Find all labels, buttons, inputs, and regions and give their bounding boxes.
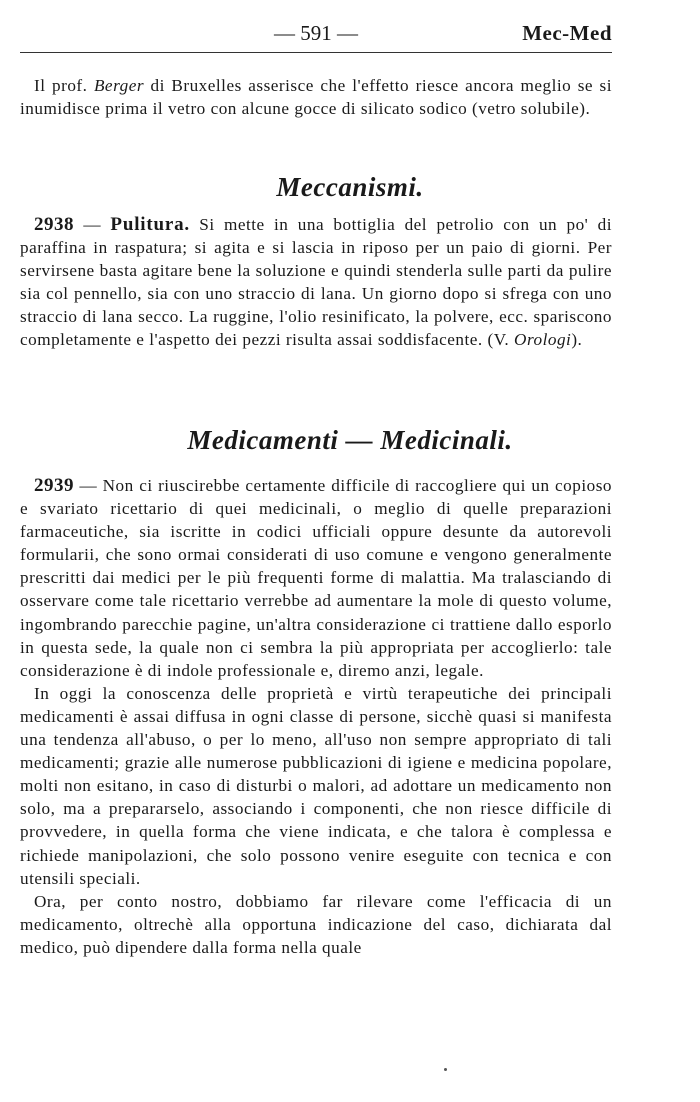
author-name: Berger (93, 76, 145, 95)
header-rule (20, 52, 612, 53)
running-title: Mec-Med (522, 21, 612, 45)
entry-2938 (20, 213, 612, 352)
entry-2939 (20, 474, 612, 959)
entry-2939-para-1 (20, 474, 612, 682)
entry-2939-para-3: Ora, per conto nostro, dobbiamo far rilevare come l'efficacia di un medicamento, oltrechè alla opportuna indicazione del caso, dichiarata dal medico, può dipendere dalla forma nella quale (20, 891, 612, 957)
entry-dash: — (74, 215, 111, 234)
entry-2939-para-2: In oggi la conoscenza delle proprietà e virtù terapeutiche dei principali medicamenti è assai diffusa in ogni classe di persone, sicchè quasi si manifesta una tendenza all'abuso, o per lo meno, all'uso non sempre appropriato di tali medicamenti; grazie alle numerose pubblicazioni di igiene e medicina popolare, molti non esitano, in caso di disturbi o malori, ad adottare un medicamento non solo, ma a prepararselo, associando i componenti, che non riesce difficile di provvedere, in quella forma che viene indicata, e che talora è complessa e richiede manipolazioni, che solo possono venire eseguite con tecnica e con utensili speciali. (20, 683, 612, 888)
intro-text-end: di Bruxelles asserisce che l'effetto riesce ancora meglio se si inumidisce prima il vetro con alcune gocce di silicato sodico (vetro solubile). (20, 76, 612, 119)
section-title-meccanismi: Meccanismi. (276, 172, 424, 202)
page-header (20, 18, 612, 48)
intro-text (20, 74, 612, 120)
entry-body: Si mette in una bottiglia del petrolio con un po' di paraffina in raspatura; si agita e si lascia in riposo per un paio di giorni. Per servirsene basta agitare bene la soluzione e quindi stenderla sulle parti da pulire sia col pennello, sia con uno straccio di lana. Un giorno dopo si sfrega con uno straccio di lana secco. La ruggine, l'olio resinificato, la polvere, ecc. spariscono completamente e l'aspetto dei pezzi risulta assai soddisfacente. (V. (20, 215, 612, 350)
entry-2938-text (20, 213, 612, 352)
entry-number: 2938 (34, 214, 74, 235)
intro-text-start: Il prof. (34, 76, 94, 95)
page-number: — 591 — (274, 21, 358, 45)
entry-title: Pulitura. (110, 214, 190, 235)
section-title-medicamenti: Medicamenti — Medicinali. (187, 425, 513, 455)
cross-reference: Orologi (514, 330, 572, 350)
entry-number: 2939 (34, 475, 74, 496)
paragraph-text: — Non ci riuscirebbe certamente difficile di raccogliere qui un copioso e svariato ricettario di quei medicinali, o meglio di quelle preparazioni farmaceutiche, sia iscritte in codici ufficiali oppure desunte da autorevoli formularii, che sono ormai considerati di uso comune e vengono generalmente prescritti dai medici per le più frequenti forme di malattia. Ma tralasciando di osservare come tale ricettario verrebbe ad aumentare la mole di questo volume, ingombrando parecchie pagine, un'altra considerazione ci trattiene dallo esporlo in questa sede, la quale non ci sembra la più appropriata per accoglierlo: tale considerazione è di indole professionale e, diremo anzi, legale. (20, 476, 612, 680)
paper-speck (444, 1068, 447, 1071)
entry-body-end: ). (571, 330, 583, 350)
intro-paragraph (20, 74, 612, 120)
